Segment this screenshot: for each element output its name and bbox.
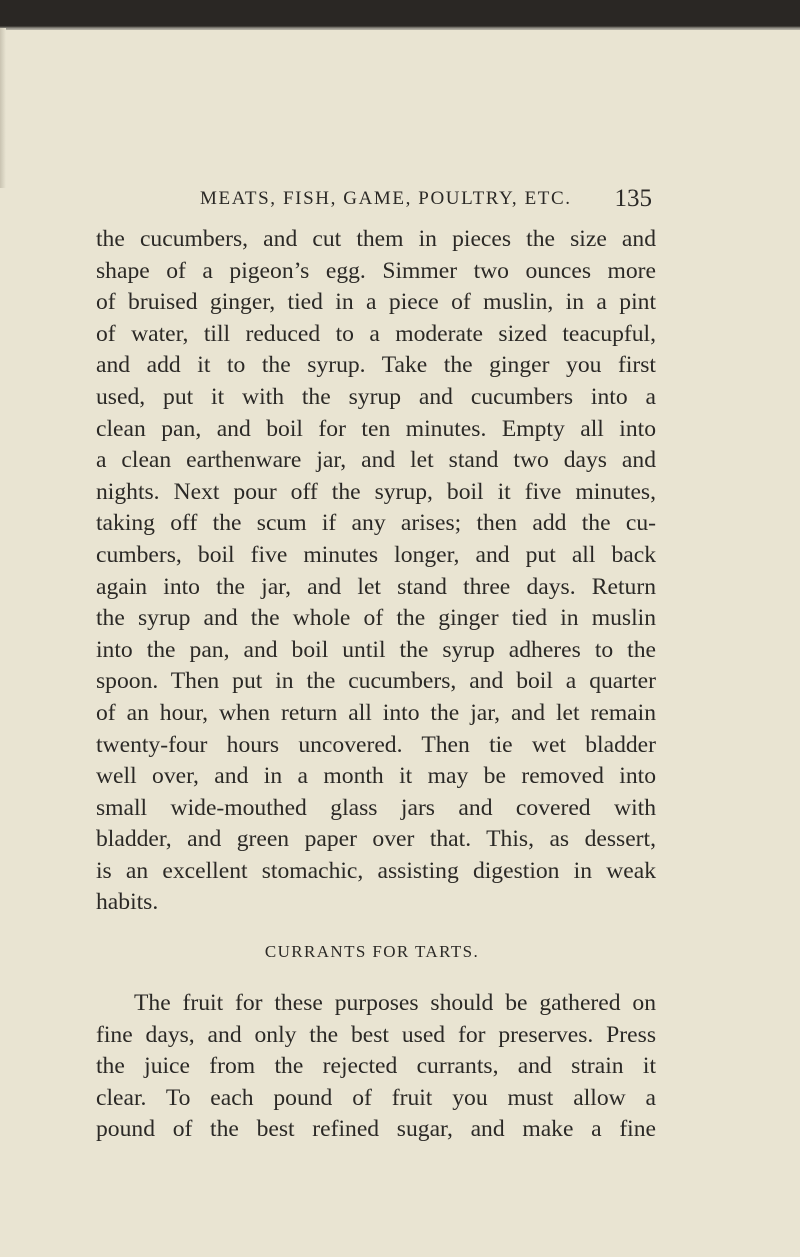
paragraph-2 [96, 988, 656, 1146]
text-line: pound of the best refined sugar, and make a fine [96, 1116, 656, 1143]
page-left-edge [0, 28, 6, 188]
text-line: used, put it with the syrup and cucumbers into a [96, 383, 656, 410]
text-line: is an excellent stomachic, assisting digestion in weak [96, 857, 656, 884]
text-line: fine days, and only the best used for preserves. Press [96, 1021, 656, 1048]
page-number: 135 [614, 185, 652, 212]
text-line: of an hour, when return all into the jar, and let remain [96, 699, 656, 726]
text-line: into the pan, and boil until the syrup adheres to the [96, 636, 656, 663]
text-line: well over, and in a month it may be removed into [96, 763, 656, 790]
text-line: shape of a pigeon’s egg. Simmer two ounces more [96, 257, 656, 284]
text-line: of water, till reduced to a moderate sized teacupful, [96, 320, 656, 347]
text-line: twenty-four hours uncovered. Then tie wet bladder [96, 731, 656, 758]
text-line: habits. [96, 889, 159, 916]
text-line: the juice from the rejected currants, and strain it [96, 1053, 656, 1080]
text-line: the syrup and the whole of the ginger tied in muslin [96, 605, 656, 632]
text-line: The fruit for these purposes should be gathered on [134, 990, 656, 1017]
running-title: MEATS, FISH, GAME, POULTRY, ETC. [200, 188, 572, 209]
text-line: taking off the scum if any arises; then add the cu- [96, 510, 656, 537]
section-heading: CURRANTS FOR TARTS. [264, 942, 480, 962]
text-line: clean pan, and boil for ten minutes. Empty all into [96, 415, 656, 442]
text-line: the cucumbers, and cut them in pieces the size and [96, 226, 656, 252]
text-line: spoon. Then put in the cucumbers, and boil a quarter [96, 668, 656, 695]
text-line: small wide-mouthed glass jars and covered with [96, 794, 656, 821]
text-line: a clean earthenware jar, and let stand two days and [96, 447, 656, 474]
text-line: bladder, and green paper over that. This, as dessert, [96, 826, 656, 853]
paragraph-1 [96, 224, 656, 919]
page-top-edge [0, 0, 800, 30]
text-line: clear. To each pound of fruit you must allow a [96, 1084, 656, 1111]
text-line: and add it to the syrup. Take the ginger you first [96, 352, 656, 379]
text-line: of bruised ginger, tied in a piece of muslin, in a pint [96, 289, 656, 316]
running-head [200, 185, 652, 222]
text-line: again into the jar, and let stand three days. Return [96, 573, 656, 600]
text-line: cumbers, boil five minutes longer, and put all back [96, 541, 656, 568]
text-line: nights. Next pour off the syrup, boil it five minutes, [96, 478, 656, 505]
body-text [96, 224, 656, 1146]
